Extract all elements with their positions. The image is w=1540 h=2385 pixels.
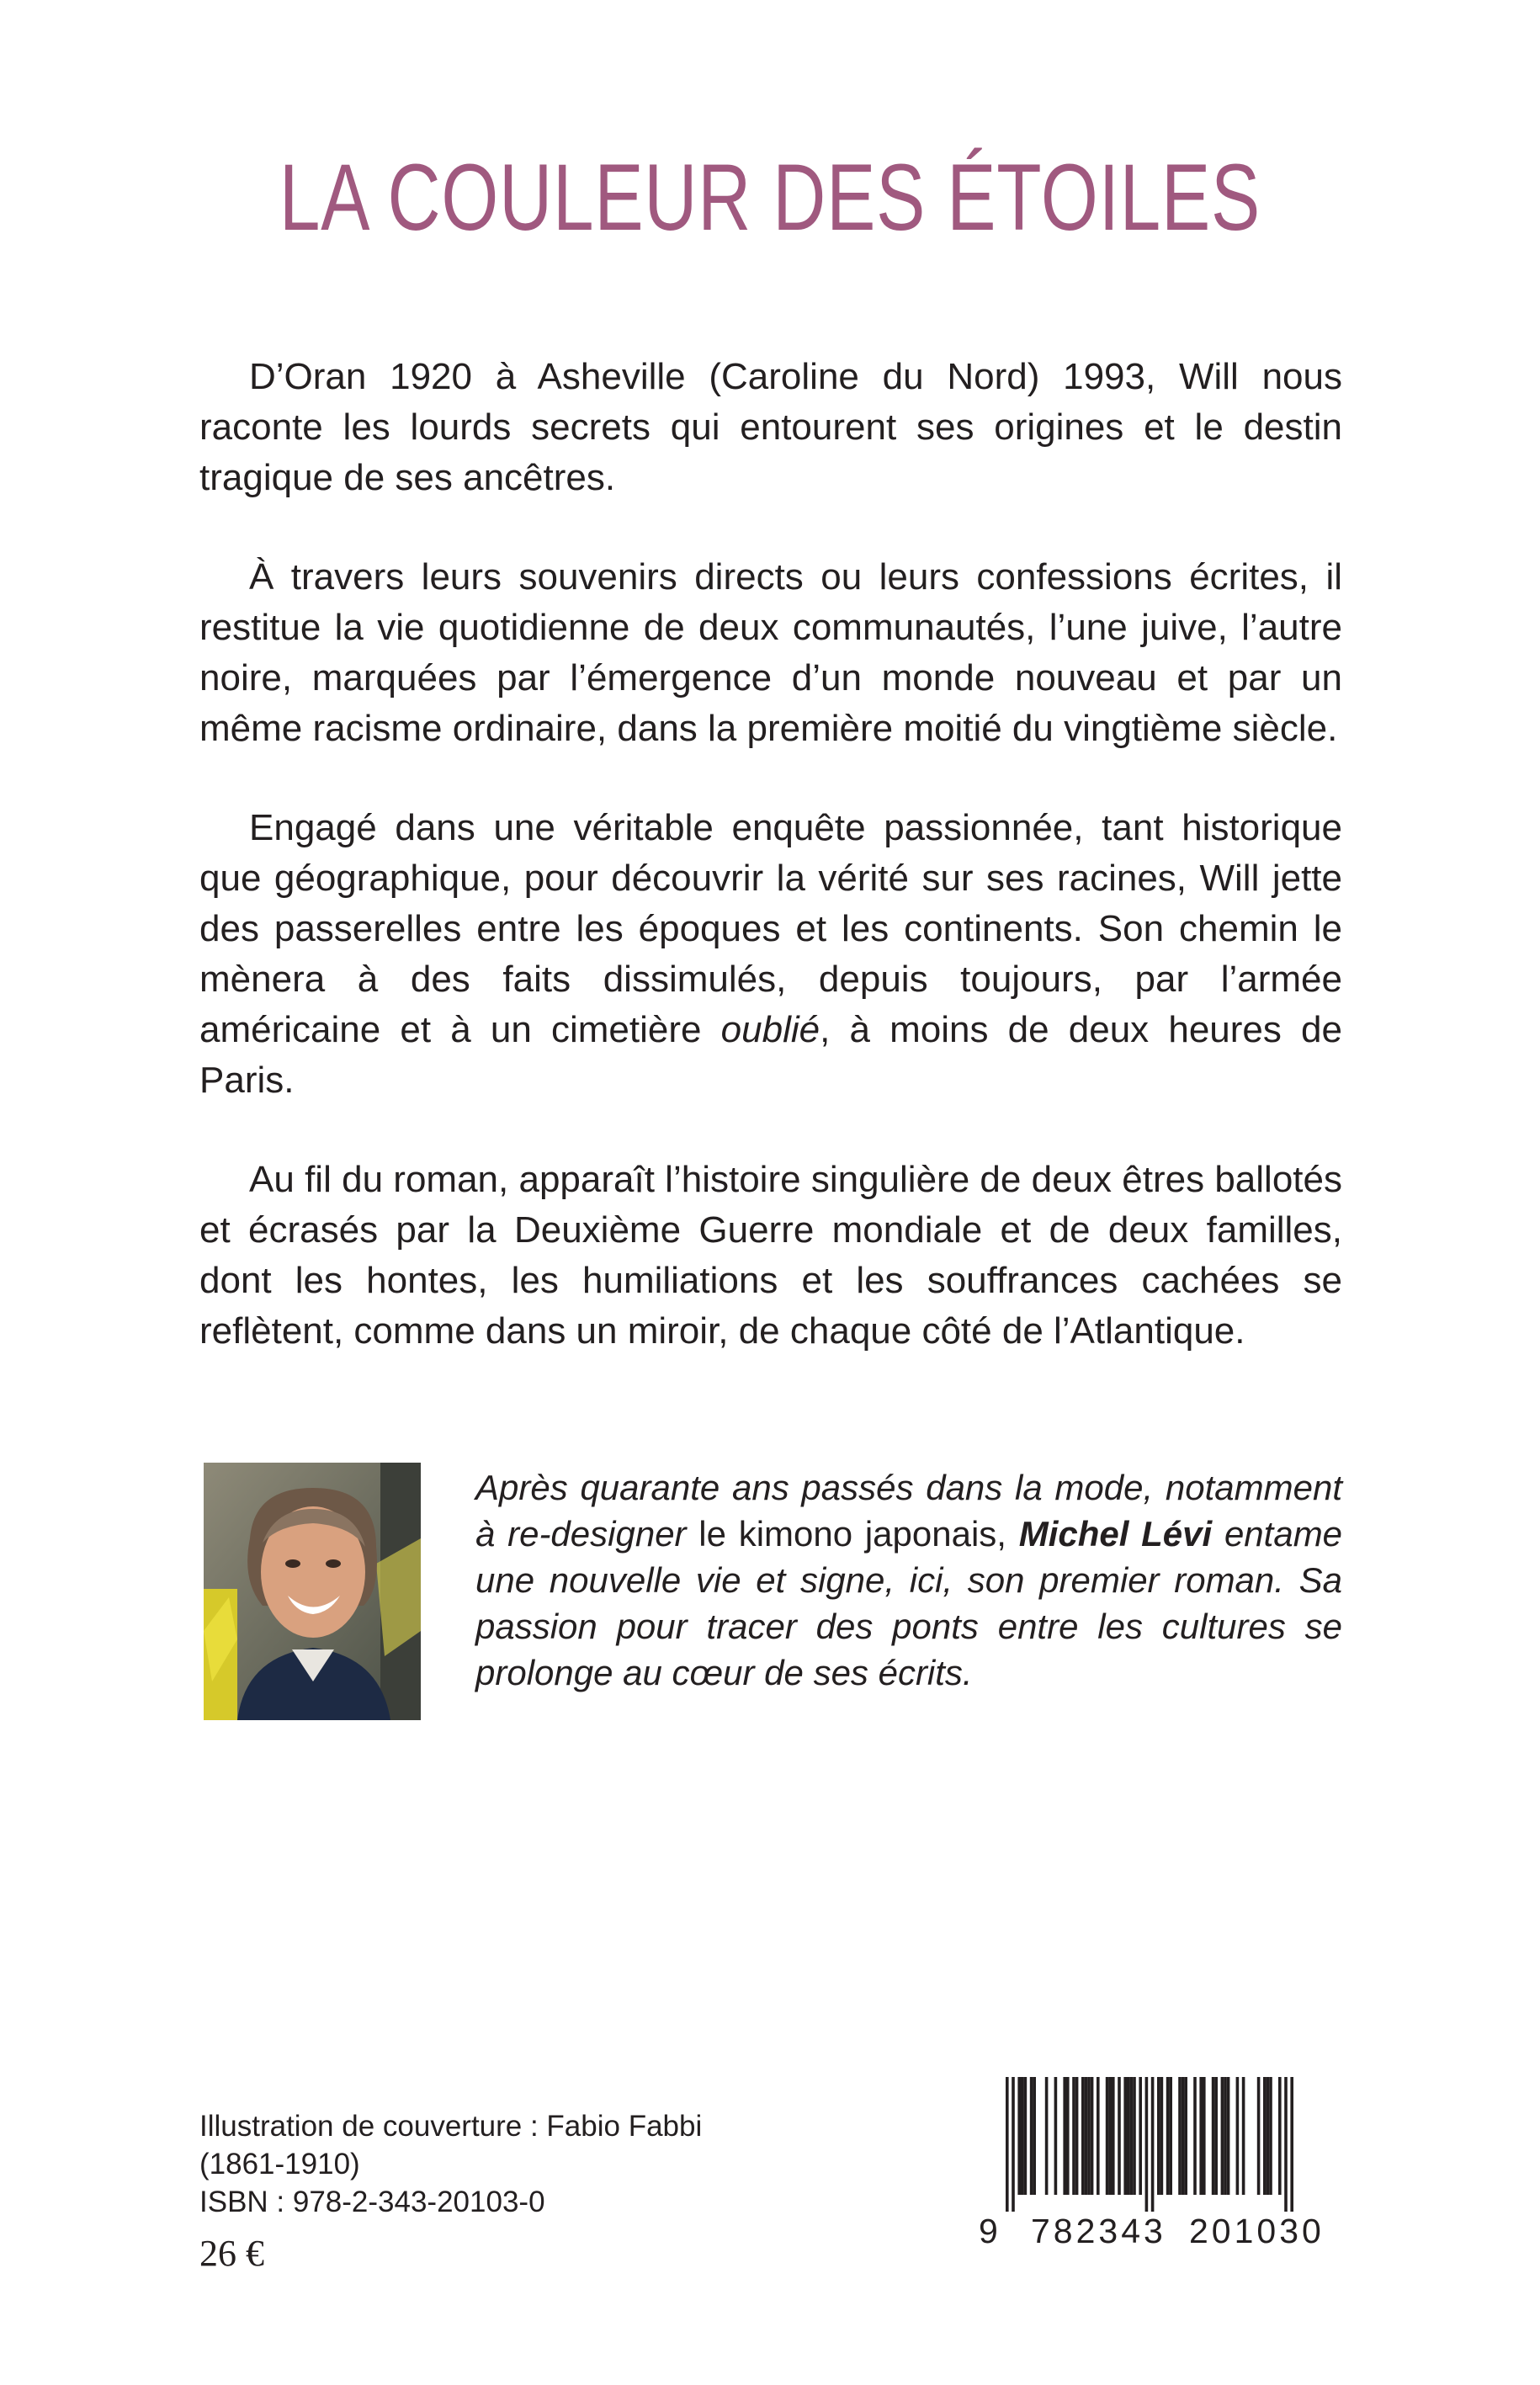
isbn: ISBN : 978-2-343-20103-0	[199, 2186, 545, 2218]
barcode-bar	[1106, 2077, 1109, 2195]
barcode-bar	[1214, 2077, 1218, 2195]
barcode-bar	[1054, 2077, 1058, 2195]
barcode-digits	[964, 2212, 1334, 2254]
barcode-bar	[1012, 2077, 1015, 2212]
barcode-bar	[1182, 2077, 1185, 2195]
barcode-bar	[1033, 2077, 1036, 2195]
barcode-bar	[1284, 2077, 1288, 2212]
author-name: Michel Lévi	[1018, 1514, 1213, 1554]
barcode-bar	[1087, 2077, 1091, 2195]
barcode-bar	[1267, 2077, 1270, 2195]
barcode-bars	[964, 2075, 1334, 2218]
barcode-bar	[1221, 2077, 1224, 2195]
barcode-bar	[1024, 2077, 1028, 2195]
barcode-bar	[1108, 2077, 1112, 2195]
barcode-bar	[1224, 2077, 1227, 2195]
synopsis-paragraph-2: À travers leurs souvenirs directs ou leurs confessions écrites, il restitue la vie quotidienne de deux communautés, l’une juive, l’autre noire, marquées par l’émergence d’un monde nouveau et par un même racisme ordinaire, dans la première moitié du vingtième siècle.	[199, 556, 1342, 749]
barcode-bar	[1130, 2077, 1134, 2195]
barcode-bar	[1017, 2077, 1021, 2195]
barcode-bar	[1139, 2077, 1142, 2195]
price: 26 €	[199, 2233, 264, 2274]
barcode-bar	[1169, 2077, 1172, 2195]
barcode-bar	[1021, 2077, 1024, 2195]
barcode-bar	[1133, 2077, 1136, 2195]
barcode-bar	[1118, 2077, 1121, 2195]
barcode-bar	[1184, 2077, 1187, 2195]
bio-intro: Après quarante ans passés dans la mode, notamment à re-designer	[475, 1468, 1342, 1554]
barcode-bar	[1257, 2077, 1261, 2195]
barcode-bar	[1160, 2077, 1164, 2195]
synopsis-emphasis: oublié	[720, 1009, 820, 1050]
barcode-bar	[1263, 2077, 1267, 2195]
barcode-bar	[1123, 2077, 1127, 2195]
illustration-credit: Illustration de couverture : Fabio Fabbi	[199, 2110, 703, 2143]
barcode-bar	[1178, 2077, 1182, 2195]
synopsis	[199, 352, 1342, 1405]
synopsis-paragraph-4: Au fil du roman, apparaît l’histoire singulière de deux êtres ballotés et écrasés par la Deuxième Guerre mondiale et de deux familles, dont les hontes, les humiliations et les souffrances cachées se reflètent, comme dans un miroir, de chaque côté de l’Atlantique.	[199, 1159, 1342, 1352]
credits	[199, 2107, 789, 2221]
barcode	[964, 2075, 1334, 2252]
book-title: LA COULEUR DES ÉTOILES	[279, 145, 1261, 250]
barcode-bar	[1030, 2077, 1033, 2195]
synopsis-paragraph-1: D’Oran 1920 à Asheville (Caroline du Nord) 1993, Will nous raconte les lourds secrets qui entourent ses origines et le destin tragique de ses ancêtres.	[199, 356, 1342, 498]
barcode-bar	[1269, 2077, 1272, 2195]
barcode-bar	[1278, 2077, 1282, 2195]
author-bio	[475, 1464, 1342, 1696]
barcode-bar	[1063, 2077, 1066, 2195]
barcode-bar	[1145, 2077, 1149, 2212]
barcode-bar	[1151, 2077, 1155, 2212]
barcode-bar	[1045, 2077, 1049, 2195]
synopsis-paragraph-3-end: , à moins de deux heures de Paris.	[199, 1009, 1342, 1101]
synopsis-paragraph-3	[199, 803, 1342, 1106]
barcode-bar	[1097, 2077, 1100, 2195]
barcode-bar	[1242, 2077, 1245, 2195]
bio-kimono: le kimono japonais,	[698, 1514, 1006, 1554]
bio-rest: entame une nouvelle vie et signe, ici, son premier roman. Sa passion pour tracer des ponts entre les cultures se prolonge au cœur de ses écrits.	[475, 1514, 1343, 1692]
barcode-bar	[1075, 2077, 1079, 2195]
barcode-bar	[1227, 2077, 1230, 2195]
barcode-bar	[1166, 2077, 1170, 2195]
synopsis-paragraph-3-text: Engagé dans une véritable enquête passionnée, tant historique que géographique, pour découvrir la vérité sur ses racines, Will jette des passerelles entre les époques et les continents. Son chemin le mènera à des faits dissimulés, depuis toujours, par l’armée américaine et à un cimetière	[199, 807, 1342, 1050]
barcode-bar	[1157, 2077, 1160, 2195]
barcode-bar	[1112, 2077, 1115, 2195]
barcode-bar	[1290, 2077, 1293, 2212]
barcode-bar	[1212, 2077, 1215, 2195]
barcode-right-digits: 201030	[1189, 2212, 1325, 2250]
barcode-bar	[1236, 2077, 1240, 2195]
barcode-bar	[1199, 2077, 1203, 2195]
barcode-left-digits: 782343	[1031, 2212, 1166, 2250]
barcode-bar	[1066, 2077, 1070, 2195]
barcode-bar	[1091, 2077, 1094, 2195]
barcode-bar	[1203, 2077, 1206, 2195]
illustration-dates: (1861-1910)	[199, 2148, 360, 2180]
barcode-bar	[1081, 2077, 1085, 2195]
barcode-bar	[1006, 2077, 1009, 2212]
barcode-bar	[1085, 2077, 1088, 2195]
barcode-bar	[1127, 2077, 1130, 2195]
barcode-bar	[1072, 2077, 1075, 2195]
barcode-first-digit: 9	[979, 2212, 998, 2250]
author-photo	[204, 1463, 421, 1720]
barcode-bar	[1193, 2077, 1197, 2195]
